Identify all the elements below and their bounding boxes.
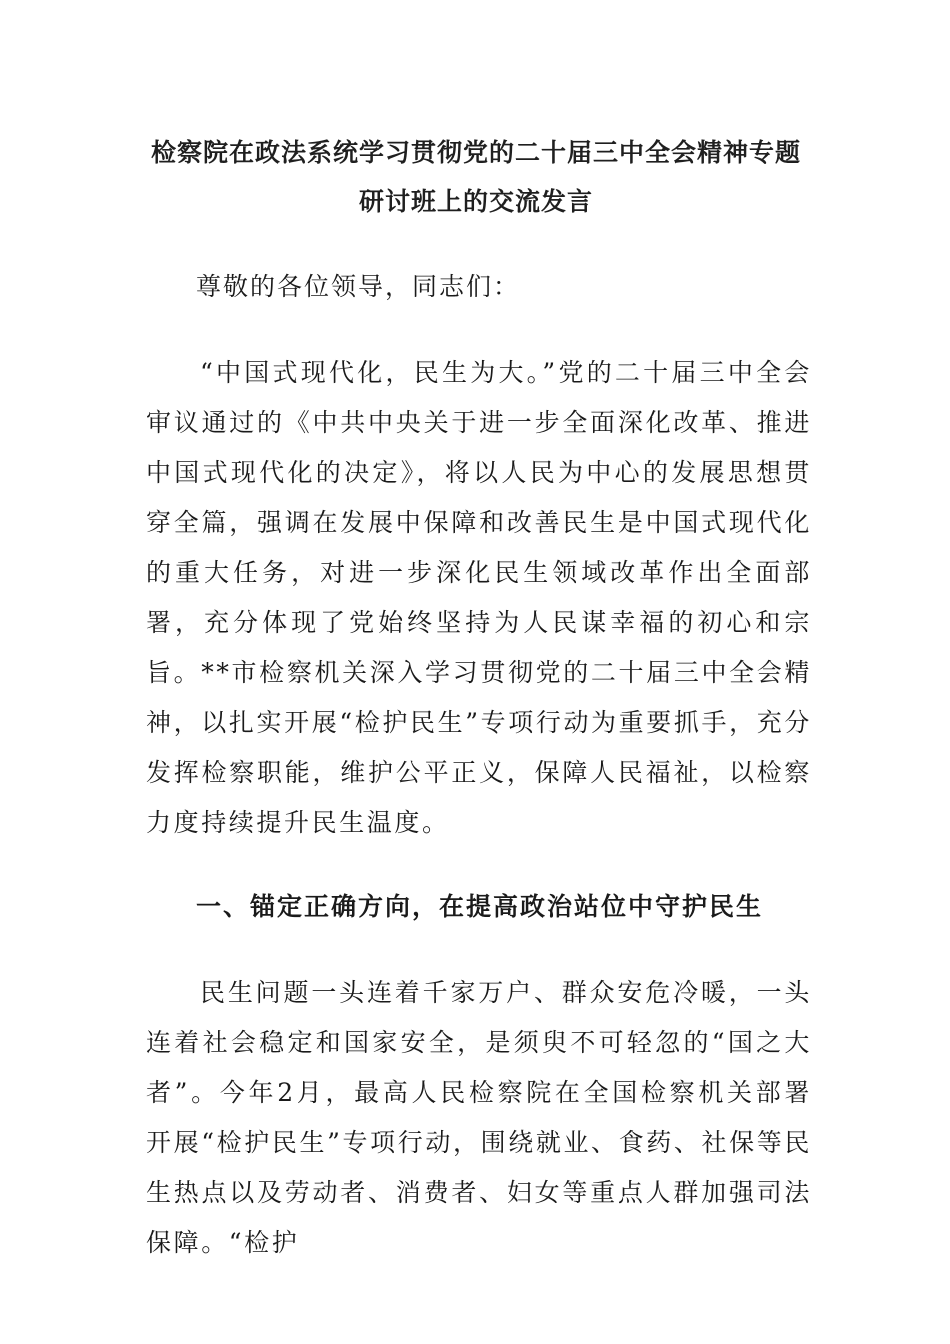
- document-title-line-2: 研讨班上的交流发言: [358, 187, 593, 216]
- paragraph-section-1: 民生问题一头连着千家万户、群众安危冷暖，一头连着社会稳定和国家安全，是须臾不可轻忽的“国之大者”。今年2月，最高人民检察院在全国检察机关部署开展“检护民生”专项行动，围绕就业、食药、社保等民生热点以及劳动者、消费者、妇女等重点人群加强司法保障。“检护: [146, 978, 812, 1257]
- paragraph-intro: “中国式现代化，民生为大。”党的二十届三中全会审议通过的《中共中央关于进一步全面深化改革、推进中国式现代化的决定》，将以人民为中心的发展思想贯穿全篇，强调在发展中保障和改善民生是中国式现代化的重大任务，对进一步深化民生领域改革作出全面部署，充分体现了党始终坚持为人民谋幸福的初心和宗旨。**市检察机关深入学习贯彻党的二十届三中全会精神，以扎实开展“检护民生”专项行动为重要抓手，充分发挥检察职能，维护公平正义，保障人民福祉，以检察力度持续提升民生温度。: [146, 358, 812, 837]
- section-heading-1: 一、锚定正确方向，在提高政治站位中守护民生: [196, 892, 764, 921]
- salutation: 尊敬的各位领导，同志们：: [196, 272, 521, 301]
- document-title-line-1: 检察院在政法系统学习贯彻党的二十届三中全会精神专题: [150, 138, 801, 167]
